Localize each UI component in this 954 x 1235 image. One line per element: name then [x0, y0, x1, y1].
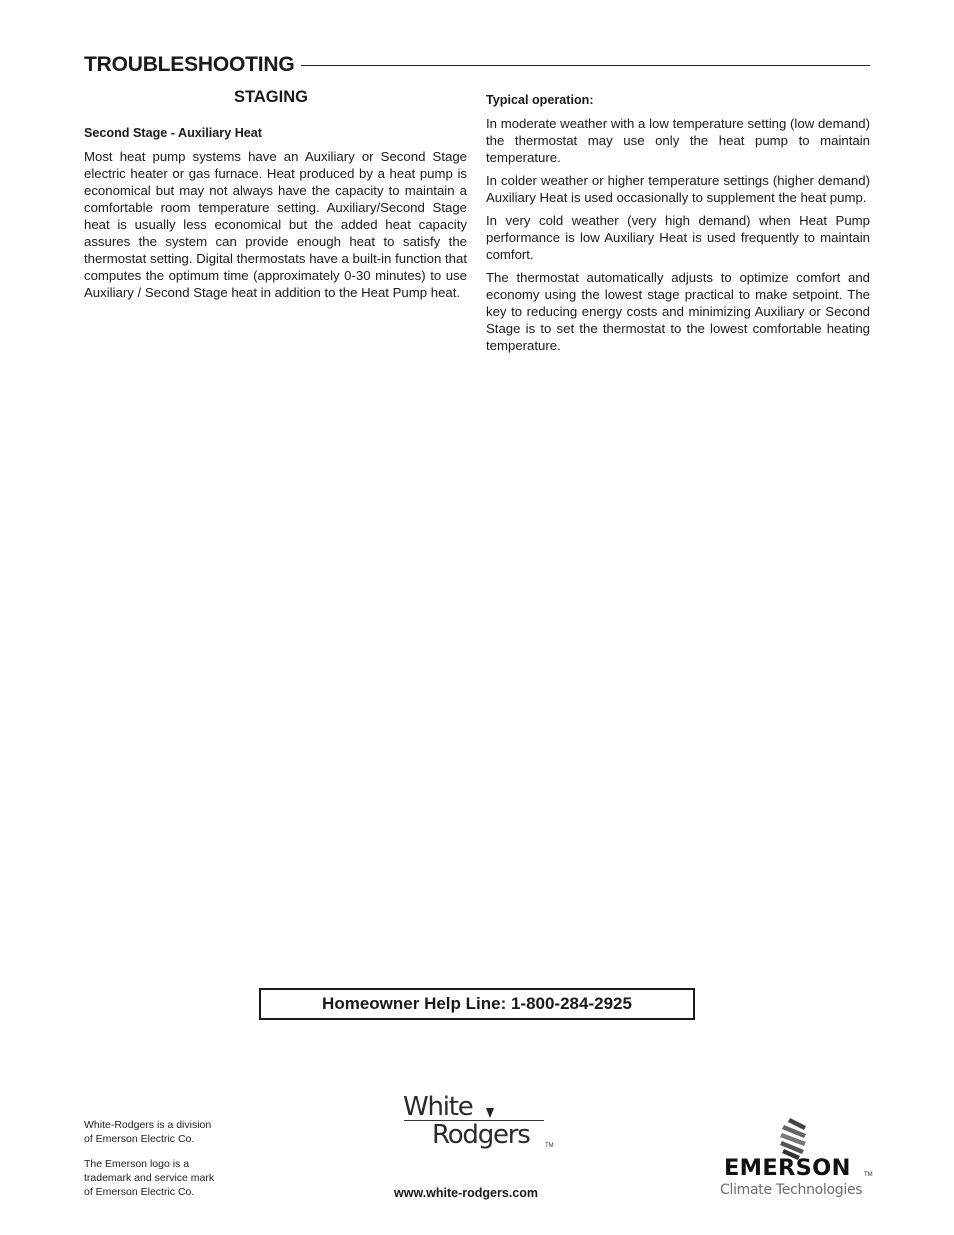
right-column — [486, 92, 870, 360]
right-heading: Typical operation: — [486, 93, 594, 107]
trademark-note-line: trademark and service mark — [84, 1172, 215, 1184]
website-url: www.white-rodgers.com — [394, 1186, 539, 1200]
logo-white-text: White — [403, 1092, 473, 1122]
logo-trademark: TM — [545, 1143, 554, 1149]
right-paragraph-2: In colder weather or higher temperature settings (higher demand) Auxiliary Heat is used occasionally to supplement the heat pump. — [486, 173, 870, 205]
right-paragraph-4: The thermostat automatically adjusts to optimize comfort and economy using the lowest stage practical to make setpoint. The key to reducing energy costs and minimizing Auxiliary or Second Stage is to set the thermostat to the lowest comfortable heating temperature. — [486, 270, 870, 353]
left-heading: Second Stage - Auxiliary Heat — [84, 126, 262, 140]
left-paragraph: Most heat pump systems have an Auxiliary or Second Stage electric heater or gas furnace. Heat produced by a heat pump is economical but may not always have the capacity to maintain a comfortable room temperature setting. Auxiliary/Second Stage heat is usually less economical but the added heat capacity assures the system can provide enough heat to satisfy the thermostat setting. Digital thermostats have a built-in function that computes the optimum time (approximately 0-30 minutes) to use Auxiliary / Second Stage heat in addition to the Heat Pump heat. — [84, 149, 467, 300]
trademark-note — [84, 1157, 214, 1199]
division-note-line: White-Rodgers is a division — [84, 1119, 212, 1131]
logo-triangle-icon — [486, 1108, 494, 1118]
trademark-note-line: The Emerson logo is a — [84, 1158, 190, 1170]
emerson-wordmark: EMERSON — [724, 1155, 851, 1181]
division-note-line: of Emerson Electric Co. — [84, 1133, 195, 1145]
white-rodgers-logo — [400, 1090, 560, 1154]
division-note — [84, 1118, 211, 1146]
helpline-box: Homeowner Help Line: 1-800-284-2925 — [259, 988, 695, 1020]
emerson-subtitle: Climate Technologies — [720, 1182, 863, 1198]
section-title: STAGING — [234, 88, 308, 106]
page-title: TROUBLESHOOTING — [84, 52, 301, 78]
page-header — [84, 52, 870, 80]
left-column — [84, 125, 467, 307]
emerson-trademark: TM — [864, 1172, 873, 1178]
right-paragraph-3: In very cold weather (very high demand) when Heat Pump performance is low Auxiliary Heat is used frequently to maintain comfort. — [486, 213, 870, 262]
logo-rodgers-text: Rodgers — [432, 1120, 530, 1150]
trademark-note-line: of Emerson Electric Co. — [84, 1186, 195, 1198]
right-paragraph-1: In moderate weather with a low temperature setting (low demand) the thermostat may use only the heat pump to maintain temperature. — [486, 116, 870, 165]
